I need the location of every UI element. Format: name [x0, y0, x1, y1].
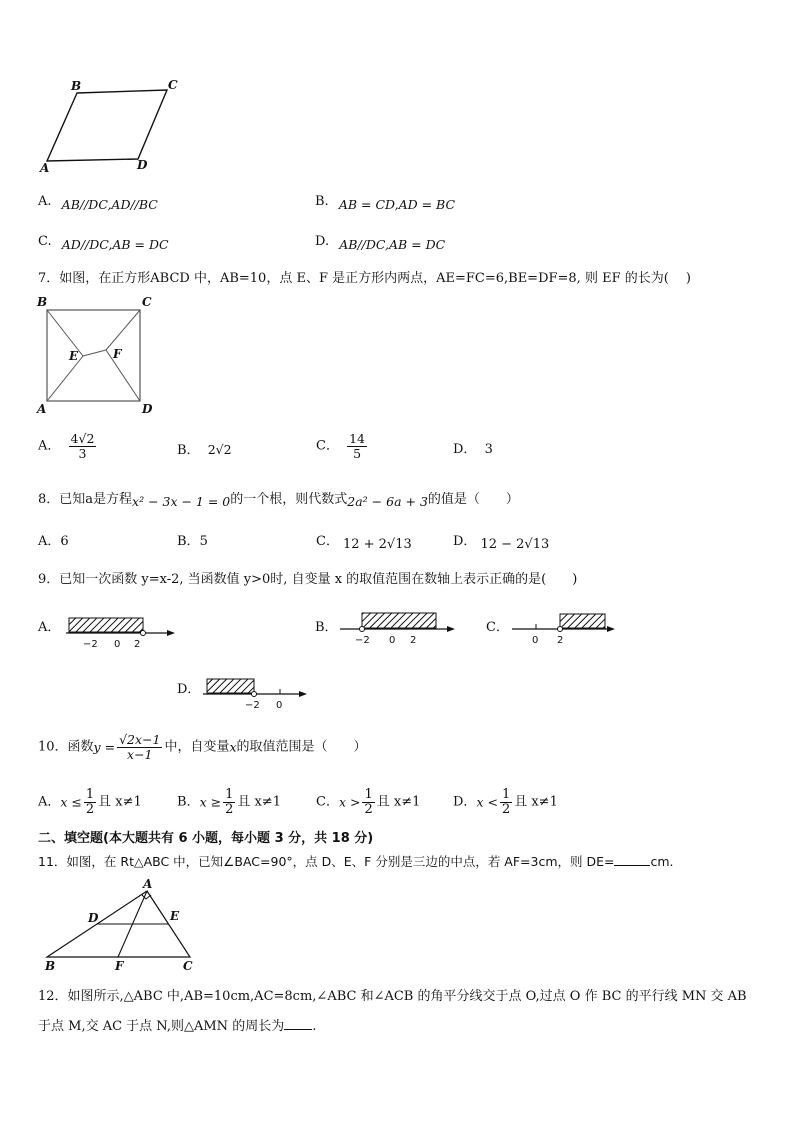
- tick-label: −2: [83, 639, 98, 650]
- tick-label: 0: [389, 635, 396, 646]
- option-post: 且 x≠1: [98, 794, 142, 810]
- option-key: D．: [453, 794, 477, 810]
- q11-stem-a: 11．如图，在 Rt△ABC 中，已知∠BAC=90°，点 D、E、F 分别是三边的中点，若 AF=3cm，则 DE=: [38, 854, 615, 869]
- tick-label: −2: [245, 700, 260, 711]
- option-key: C．: [316, 794, 339, 810]
- fraction-denominator: 2: [501, 802, 511, 817]
- q10-y: y =: [93, 739, 116, 755]
- tick-label: 2: [557, 635, 564, 646]
- sq-label-E: E: [69, 349, 79, 363]
- q12-line2-b: .: [312, 1019, 317, 1034]
- option-key: B．: [177, 534, 200, 549]
- answer-blank[interactable]: [284, 1029, 312, 1030]
- fraction-denominator: 5: [353, 446, 362, 461]
- sq-label-F: F: [113, 347, 122, 361]
- tri-label-A: A: [143, 877, 153, 891]
- option-post: 且 x≠1: [376, 794, 421, 810]
- option-key: A．: [38, 534, 61, 549]
- option-key: A.: [38, 194, 52, 209]
- option-pre: x >: [338, 794, 361, 810]
- q8-expression: 2a² − 6a + 3: [347, 494, 428, 509]
- fraction-numerator: 1: [501, 787, 511, 802]
- option-key: D．: [453, 534, 477, 549]
- tick-label: 2: [134, 639, 141, 650]
- section-title: 二、填空题(本大题共有 6 小题，每小题 3 分，共 18 分): [38, 831, 374, 846]
- tri-label-D: D: [88, 911, 99, 925]
- fig-label-D: D: [137, 158, 148, 172]
- fraction-denominator: x−1: [127, 747, 153, 762]
- fraction-numerator: √2x−1: [119, 732, 161, 747]
- option-key: D．: [453, 442, 477, 457]
- fig-label-B: B: [71, 79, 82, 93]
- sq-label-A: A: [37, 402, 47, 416]
- q10-stem-a: 10．函数: [38, 739, 94, 755]
- q8-stem-a: 8．已知a是方程: [38, 492, 133, 507]
- option-key: B．: [177, 443, 200, 458]
- option-text: AB = CD,AD = BC: [338, 197, 456, 212]
- option-post: 且 x≠1: [514, 794, 558, 810]
- tri-label-B: B: [45, 959, 56, 973]
- option-pre: x ≥: [199, 794, 222, 810]
- option-text: AD//DC,AB = DC: [61, 237, 169, 252]
- tick-label: 0: [276, 700, 283, 711]
- sq-label-D: D: [142, 402, 153, 416]
- fraction-numerator: 14: [349, 431, 365, 446]
- option-text: 3: [484, 442, 493, 457]
- option-text: AB//DC,AD//BC: [61, 197, 158, 212]
- q10-stem-b: 中，自变量: [164, 739, 230, 755]
- option-text: 2√2: [207, 442, 232, 457]
- q8-stem-b: 的一个根，则代数式: [230, 492, 348, 507]
- option-key: A．: [38, 794, 61, 810]
- tri-label-E: E: [170, 909, 180, 923]
- option-post: 且 x≠1: [237, 794, 281, 810]
- fraction-numerator: 1: [225, 787, 234, 802]
- fig-label-C: C: [168, 78, 178, 92]
- q7-stem: 7．如图，在正方形ABCD 中，AB=10，点 E、F 是正方形内两点，AE=FC=6,BE=DF=8, 则 EF 的长为( ): [38, 271, 691, 286]
- q8-stem-c: 的值是（ ）: [427, 492, 519, 507]
- q11-stem-b: cm.: [650, 854, 674, 869]
- tick-label: −2: [355, 635, 370, 646]
- option-text: 12 + 2√13: [342, 537, 412, 552]
- option-key: C．: [316, 438, 339, 454]
- option-key: C．: [486, 620, 509, 635]
- option-key: C．: [316, 534, 339, 549]
- fraction-numerator: 4√2: [70, 431, 95, 446]
- q9-stem: 9．已知一次函数 y=x-2, 当函数值 y>0时, 自变量 x 的取值范围在数轴上表示正确的是( ): [38, 572, 578, 587]
- sq-label-B: B: [37, 295, 48, 309]
- q12-line1: 12．如图所示,△ABC 中,AB=10cm,AC=8cm,∠ABC 和∠ACB 的角平分线交于点 O,过点 O 作 BC 的平行线 MN 交 AB: [38, 989, 747, 1004]
- option-text: 12 − 2√13: [480, 537, 550, 552]
- tick-label: 2: [410, 635, 417, 646]
- tri-label-F: F: [115, 959, 124, 973]
- fraction-denominator: 2: [225, 802, 234, 817]
- fraction-denominator: 3: [78, 446, 87, 461]
- q10-x: x: [229, 739, 237, 755]
- option-pre: x <: [476, 794, 498, 810]
- option-pre: x ≤: [60, 794, 82, 810]
- option-text: AB//DC,AB = DC: [339, 237, 446, 252]
- q8-equation: x² − 3x − 1 = 0: [132, 494, 231, 509]
- tick-label: 0: [114, 639, 121, 650]
- option-key: C.: [38, 234, 52, 249]
- fraction-numerator: 1: [364, 787, 373, 802]
- option-text: 5: [199, 534, 208, 549]
- fraction-denominator: 2: [85, 802, 95, 817]
- fraction-numerator: 1: [85, 787, 95, 802]
- tri-label-C: C: [183, 959, 193, 973]
- sq-label-C: C: [142, 295, 152, 309]
- fraction-denominator: 2: [364, 802, 373, 817]
- q10-stem-c: 的取值范围是（ ）: [236, 739, 367, 755]
- fig-label-A: A: [40, 161, 50, 175]
- option-text: 6: [60, 534, 69, 549]
- option-key: B.: [315, 194, 329, 209]
- option-key: B．: [315, 620, 338, 635]
- q12-line2-a: 于点 M,交 AC 于点 N,则△AMN 的周长为: [38, 1019, 285, 1034]
- q12-line2: [38, 1019, 316, 1035]
- option-key: D．: [177, 682, 201, 697]
- tick-label: 0: [532, 635, 539, 646]
- option-key: B．: [177, 794, 200, 810]
- option-key: D.: [315, 234, 330, 249]
- option-key: A．: [38, 620, 61, 635]
- option-key: A．: [38, 438, 61, 454]
